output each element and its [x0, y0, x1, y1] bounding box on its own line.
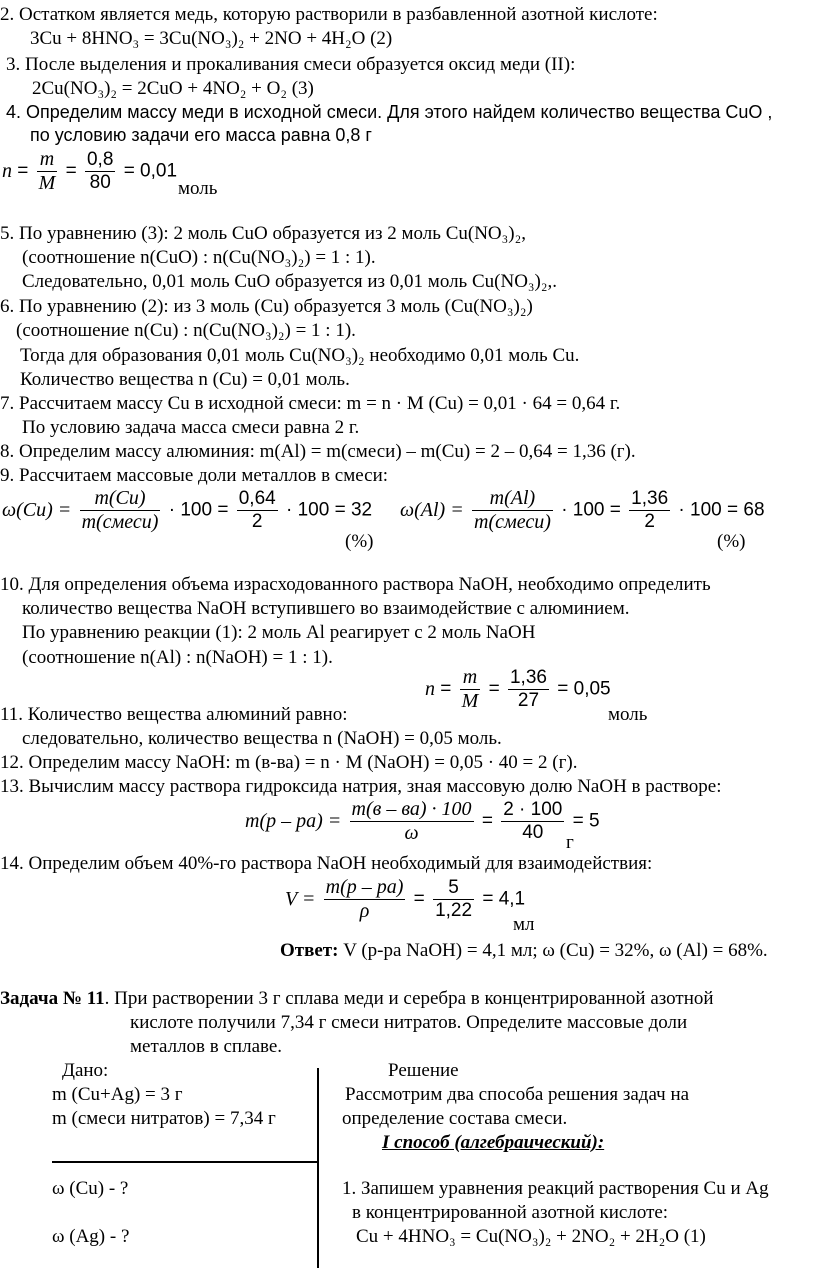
equation-1: Cu + 4HNO₃ = Cu(NO₃)₂ + 2NO₂ + 2H₂O (1) — [356, 1226, 706, 1247]
answer-line — [280, 940, 768, 962]
answer-text: V (р-ра NaOH) = 4,1 мл; ω (Cu) = 32%, ω (Al) = 68%. — [338, 940, 768, 961]
unit-label: моль — [178, 178, 218, 199]
answer-label: Ответ: — [280, 940, 339, 961]
find-item: ω (Cu) - ? — [52, 1178, 129, 1199]
task-text: . При растворении 3 г сплава меди и серебра в концентрированной азотной — [104, 988, 714, 1009]
text-line: 9. Рассчитаем массовые доли металлов в смеси: — [0, 465, 389, 486]
given-item: m (смеси нитратов) = 7,34 г — [52, 1108, 276, 1129]
solution-text: 1. Запишем уравнения реакций растворения Cu и Ag — [342, 1178, 769, 1199]
formula-n-cuo: n = $\frac{m}{M}$ = $\frac{0,8}{80}$ = 0,01 — [2, 148, 178, 194]
text-line: 10. Для определения объема израсходованного раствора NaOH, необходимо определить — [0, 574, 711, 595]
solution-text: Рассмотрим два способа решения задач на — [345, 1084, 690, 1105]
divider-vertical — [317, 1068, 319, 1268]
unit-label: г — [566, 832, 574, 853]
unit-label: моль — [608, 704, 648, 725]
formula-volume: V = m(р – ра) ρ = $\frac{5}{1,22}$ = 4,1 — [285, 876, 526, 922]
method-title: I способ (алгебраический): — [382, 1132, 605, 1153]
text-line: (соотношение n(Cu) : n(Cu(NO₃)₂) = 1 : 1). — [16, 320, 356, 341]
text-line: Количество вещества n (Cu) = 0,01 моль. — [20, 369, 350, 390]
text-line: По условию задача масса смеси равна 2 г. — [22, 417, 360, 438]
text-line: 11. Количество вещества алюминий равно: — [0, 704, 348, 725]
divider-horizontal — [52, 1161, 317, 1163]
unit-label: (%) — [345, 531, 374, 552]
text-line: (соотношение n(CuO) : n(Cu(NO₃)₂) = 1 : 1). — [22, 247, 376, 268]
text-line: по условию задачи его масса равна 0,8 г — [30, 125, 372, 145]
text-line: следовательно, количество вещества n (NaOH) = 0,05 моль. — [22, 728, 502, 749]
text-line: количество вещества NaOH вступившего во взаимодействие с алюминием. — [22, 598, 630, 619]
equation-3: 2Cu(NO₃)₂ = 2CuO + 4NO₂ + O₂ (3) — [32, 78, 314, 99]
text-line: 5. По уравнению (3): 2 моль CuO образуется из 2 моль Cu(NO₃)₂, — [0, 223, 526, 244]
given-item: m (Cu+Ag) = 3 г — [52, 1084, 183, 1105]
text-line: 8. Определим массу алюминия: m(Al) = m(смеси) – m(Cu) = 2 – 0,64 = 1,36 (г). — [0, 441, 636, 462]
text-line: 13. Вычислим массу раствора гидроксида натрия, зная массовую долю NaOH в растворе: — [0, 776, 722, 797]
task-text: металлов в сплаве. — [130, 1036, 283, 1057]
solution-text: в концентрированной азотной кислоте: — [352, 1202, 669, 1223]
text-line: 2. Остатком является медь, которую растворили в разбавленной азотной кислоте: — [0, 4, 658, 25]
task-title — [0, 988, 714, 1010]
text-line: 3. После выделения и прокаливания смеси образуется оксид меди (II): — [6, 54, 576, 75]
find-item: ω (Ag) - ? — [52, 1226, 130, 1247]
solution-text: определение состава смеси. — [342, 1108, 568, 1129]
unit-label: (%) — [717, 531, 746, 552]
given-title: Дано: — [62, 1060, 109, 1081]
text-line: 4. Определим массу меди в исходной смеси. Для этого найдем количество вещества CuO , — [6, 102, 773, 122]
text-line: По уравнению реакции (1): 2 моль Al реагирует с 2 моль NaOH — [22, 622, 536, 643]
text-line: Следовательно, 0,01 моль CuO образуется из 0,01 моль Cu(NO₃)₂,. — [22, 271, 557, 292]
task-text: кислоте получили 7,34 г смеси нитратов. Определите массовые доли — [130, 1012, 688, 1033]
formula-omega-cu: ω(Cu) = m(Cu) m(смеси) · 100 = $\frac{0,64}{2}$ · 100 = 32 — [2, 487, 373, 533]
formula-m-solution: m(р – ра) = m(в – ва) · 100 ω = $\frac{2 \cdot 100}{40}$ = 5 — [245, 798, 600, 844]
text-line: 7. Рассчитаем массу Cu в исходной смеси: m = n · M (Cu) = 0,01 · 64 = 0,64 г. — [0, 393, 621, 414]
solution-title: Решение — [388, 1060, 459, 1081]
formula-n-al: n = $\frac{m}{M}$ = $\frac{1,36}{27}$ = 0,05 — [425, 666, 611, 712]
text-line: Тогда для образования 0,01 моль Cu(NO₃)₂ необходимо 0,01 моль Cu. — [20, 345, 580, 366]
formula-omega-al: ω(Al) = m(Al) m(смеси) · 100 = $\frac{1,36}{2}$ · 100 = 68 — [400, 487, 765, 533]
text-line: (соотношение n(Al) : n(NaOH) = 1 : 1). — [22, 647, 333, 668]
text-line: 6. По уравнению (2): из 3 моль (Cu) образуется 3 моль (Cu(NO₃)₂) — [0, 296, 533, 317]
text-line: 14. Определим объем 40%-го раствора NaOH необходимый для взаимодействия: — [0, 853, 653, 874]
equation-2: 3Cu + 8HNO₃ = 3Cu(NO₃)₂ + 2NO + 4H₂O (2) — [30, 28, 393, 49]
text-line: 12. Определим массу NaOH: m (в-ва) = n · M (NaOH) = 0,05 · 40 = 2 (г). — [0, 752, 578, 773]
task-label: Задача № 11 — [0, 988, 105, 1009]
unit-label: мл — [513, 914, 535, 935]
